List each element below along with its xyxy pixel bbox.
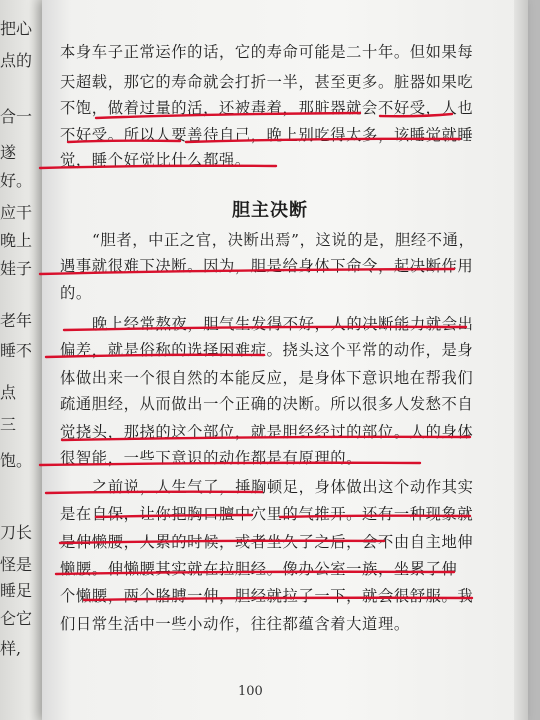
- left-fragment: 怪是: [0, 555, 33, 574]
- left-fragment: 点的: [0, 51, 33, 70]
- text-line: 懒腰。伸懒腰其实就在拉胆经。像办公室一族，坐累了伸: [60, 560, 458, 578]
- book-page: [42, 0, 528, 720]
- left-fragment: 把心: [0, 19, 33, 38]
- left-fragment: 点: [0, 383, 17, 402]
- left-fragment: 刀长: [0, 523, 33, 542]
- text-line: 是伸懒腰，人累的时候，或者坐久了之后，会不由自主地伸: [60, 533, 474, 551]
- text-line: 遇事就很难下决断。因为，胆是给身体下命令，起决断作用: [60, 257, 474, 275]
- left-fragment: 好。: [0, 171, 33, 190]
- left-fragment: 娃子: [0, 259, 33, 278]
- left-fragment: 遂: [0, 143, 17, 162]
- left-fragment: 样,: [0, 639, 22, 658]
- left-fragment: 合一: [0, 107, 33, 126]
- section-title: 胆主决断: [232, 200, 308, 221]
- text-line: 不好受。所以人要善待自己，晚上别吃得太多，该睡觉就睡: [60, 126, 474, 144]
- page-number: 100: [238, 684, 263, 699]
- left-fragment: 应干: [0, 203, 33, 222]
- text-line: 觉，睡个好觉比什么都强。: [60, 151, 251, 169]
- text-line: 不饱，做着过量的活，还被毒着，那脏器就会不好受，人也: [60, 99, 474, 117]
- text-line: 们日常生活中一些小动作，往往都蕴含着大道理。: [60, 615, 410, 633]
- text-line: “胆者，中正之官，决断出焉”，这说的是，胆经不通，: [92, 231, 475, 249]
- text-line: 个懒腰，两个胳膊一伸，胆经就拉了一下，就会很舒服。我: [60, 587, 474, 605]
- text-line: 晚上经常熬夜，胆气生发得不好，人的决断能力就会出: [92, 315, 474, 333]
- text-line: 之前说，人生气了，捶胸顿足，身体做出这个动作其实: [92, 478, 474, 496]
- left-page-edge: [0, 0, 48, 720]
- text-line: 体做出来一个很自然的本能反应，是身体下意识地在帮我们: [60, 369, 474, 387]
- text-line: 偏差，就是俗称的选择困难症。挠头这个平常的动作，是身: [60, 341, 474, 359]
- left-fragment: 睡不: [0, 341, 33, 360]
- page-edge-shadow: [514, 0, 528, 720]
- text-line: 本身车子正常运作的话，它的寿命可能是二十年。但如果每: [60, 43, 474, 61]
- text-line: 疏通胆经，从而做出一个正确的决断。所以很多人发愁不自: [60, 395, 474, 413]
- text-line: 的。: [60, 284, 92, 302]
- left-fragment: 睡足: [0, 581, 33, 600]
- text-line: 是在自保，让你把胸口膻中穴里的气推开。还有一种现象就: [60, 505, 474, 523]
- left-fragment: 饱。: [0, 451, 33, 470]
- text-line: 很智能，一些下意识的动作都是有原理的。: [60, 449, 363, 467]
- text-line: 觉挠头，那挠的这个部位，就是胆经经过的部位。人的身体: [60, 423, 474, 441]
- text-line: 天超载，那它的寿命就会打折一半，甚至更多。脏器如果吃: [60, 73, 474, 91]
- left-fragment: 老年: [0, 311, 33, 330]
- left-fragment: 晚上: [0, 231, 33, 250]
- left-fragment: 仑它: [0, 609, 33, 628]
- left-fragment: 三: [0, 415, 17, 434]
